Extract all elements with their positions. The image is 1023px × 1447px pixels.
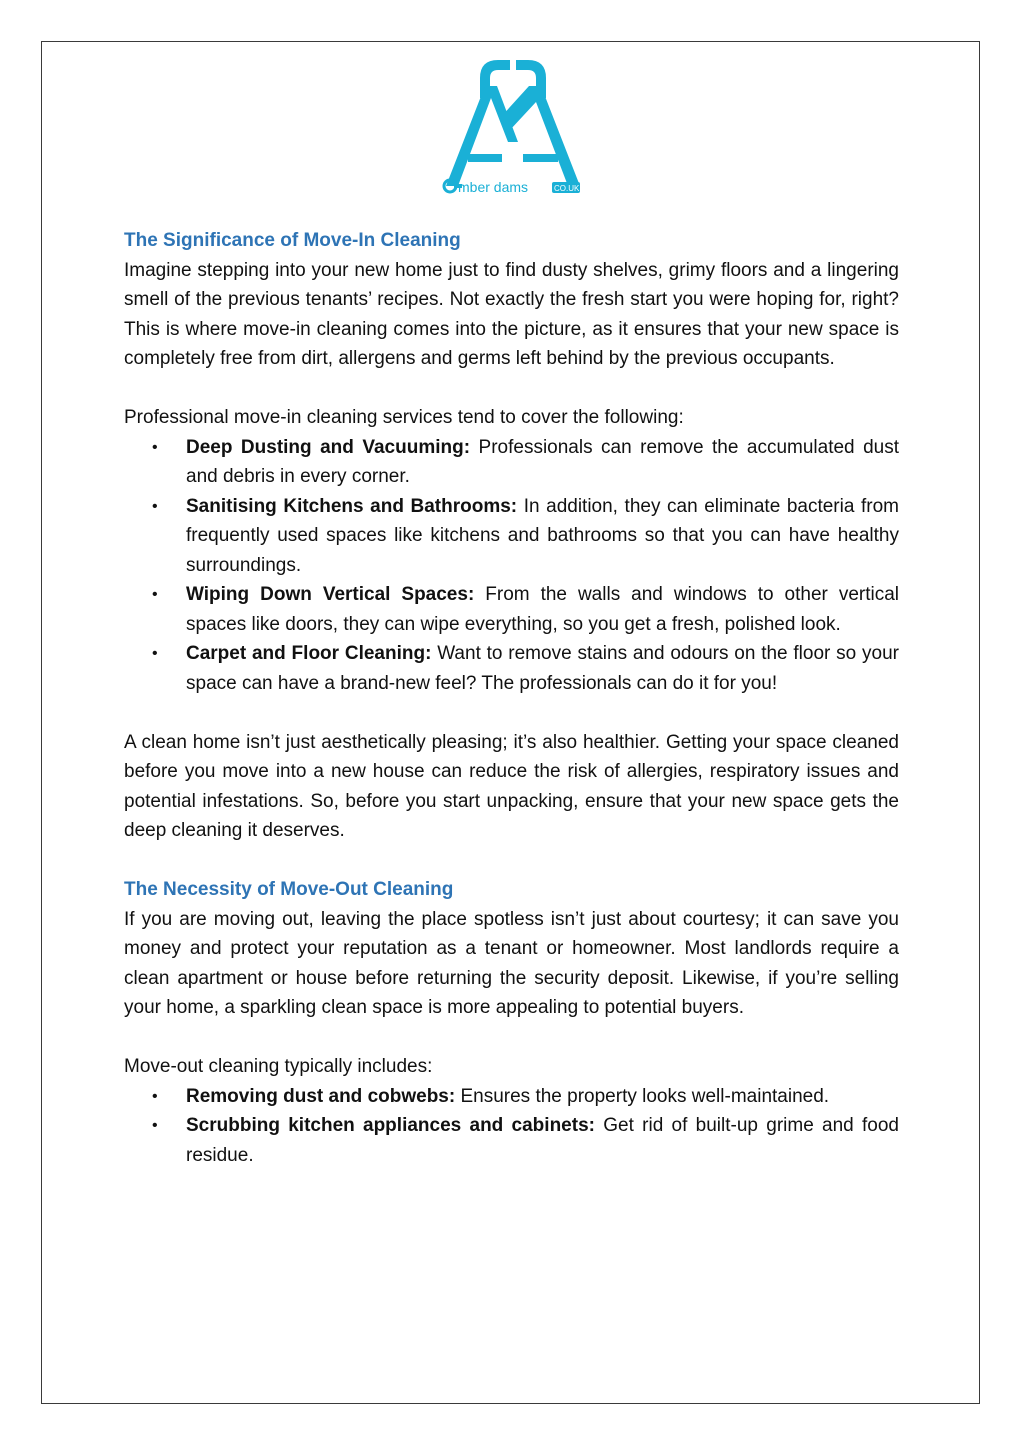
move-in-intro-paragraph: Imagine stepping into your new home just to find dusty shelves, grimy floors and a lingering smell of the previous tenants’ recipes. Not exactly the fresh start you were hoping for, right? This is where move-in cleaning comes into the picture, as it ensures that your new space is completely free from dirt, allergens and germs left behind by the previous occupants. xyxy=(124,259,899,369)
logo-text: mber dams xyxy=(458,179,529,195)
move-out-services-list xyxy=(124,1082,899,1171)
amber-adams-logo xyxy=(440,58,586,200)
document-body xyxy=(124,226,899,1170)
logo-domain-suffix: CO.UK xyxy=(554,184,580,193)
list-item: • Sanitising Kitchens and Bathrooms: In addition, they can eliminate bacteria from frequently used spaces like kitchens and bathrooms so that you can have healthy surroundings. xyxy=(124,492,899,581)
list-item: • Scrubbing kitchen appliances and cabinets: Get rid of built-up grime and food residue. xyxy=(124,1111,899,1170)
move-in-services-list xyxy=(124,433,899,699)
move-in-list-intro: Professional move-in cleaning services tend to cover the following: xyxy=(124,407,684,428)
list-item: • Removing dust and cobwebs: Ensures the property looks well-maintained. xyxy=(124,1082,899,1112)
list-item: • Carpet and Floor Cleaning: Want to remove stains and odours on the floor so your space can have a brand-new feel? The professionals can do it for you! xyxy=(124,639,899,698)
move-out-list-intro: Move-out cleaning typically includes: xyxy=(124,1056,433,1077)
list-item: • Deep Dusting and Vacuuming: Professionals can remove the accumulated dust and debris in every corner. xyxy=(124,433,899,492)
move-in-closing-paragraph: A clean home isn’t just aesthetically pleasing; it’s also healthier. Getting your space cleaned before you move into a new house can reduce the risk of allergies, respiratory issues and potential infestations. So, before you start unpacking, ensure that your new space gets the deep cleaning it deserves. xyxy=(124,731,899,841)
section-heading-move-in: The Significance of Move-In Cleaning xyxy=(124,230,461,251)
move-out-intro-paragraph: If you are moving out, leaving the place spotless isn’t just about courtesy; it can save you money and protect your reputation as a tenant or homeowner. Most landlords require a clean apartment or house before returning the security deposit. Likewise, if you’re selling your home, a sparkling clean space is more appealing to potential buyers. xyxy=(124,908,899,1018)
list-item: • Wiping Down Vertical Spaces: From the walls and windows to other vertical spaces like doors, they can wipe everything, so you get a fresh, polished look. xyxy=(124,580,899,639)
section-heading-move-out: The Necessity of Move-Out Cleaning xyxy=(124,879,454,900)
